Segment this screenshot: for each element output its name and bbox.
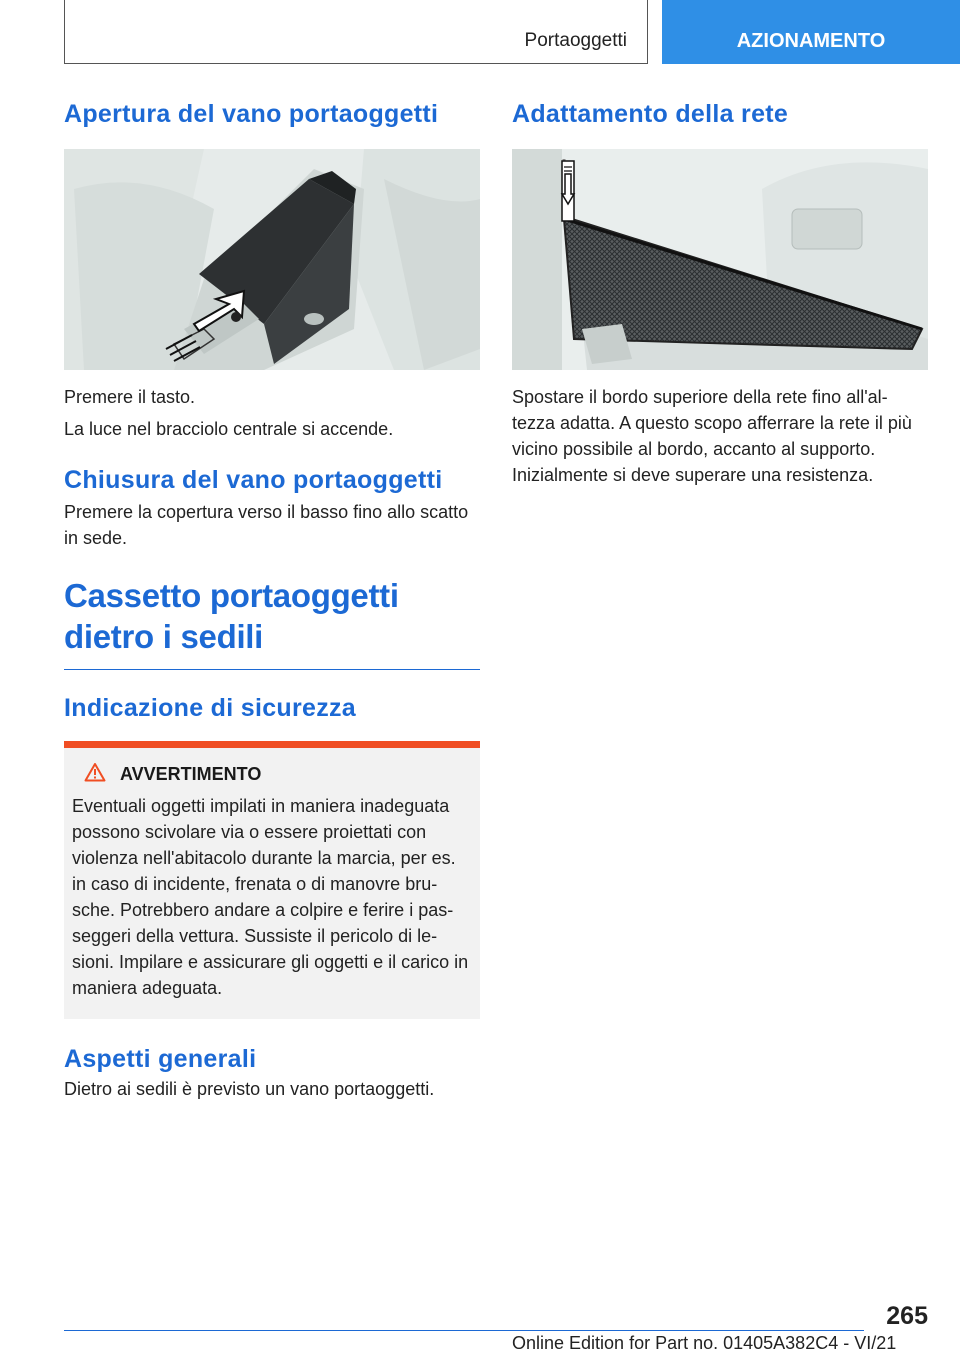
right-column xyxy=(512,100,928,488)
warning-box xyxy=(64,741,480,1019)
section-rule xyxy=(64,669,480,670)
open-step-2: La luce nel bracciolo centrale si accende. xyxy=(64,419,394,439)
left-column xyxy=(64,100,480,1102)
heading-drawer: Cassetto portaoggetti dietro i sedili xyxy=(64,577,399,655)
footer-edition: Online Edition for Part no. 01405A382C4 - VI/21 xyxy=(512,1333,897,1353)
heading-closing: Chiusura del vano portaoggetti xyxy=(64,466,443,494)
general-text: Dietro ai sedili è previsto un vano portaoggetti. xyxy=(64,1079,435,1099)
net-text: Spostare il bordo superiore della rete fino all'al-tezza adatta. A questo scopo afferrare la rete il più vicino possibile al bordo, accanto al supporto. Inizialmente si deve superare una resistenza. xyxy=(512,387,912,485)
header-chapter-tab[interactable]: AZIONAMENTO xyxy=(662,0,960,64)
net-illustration xyxy=(512,149,928,370)
heading-net: Adattamento della rete xyxy=(512,100,789,128)
footer-rule xyxy=(64,1330,864,1331)
warning-triangle-icon xyxy=(84,762,106,787)
heading-general: Aspetti generali xyxy=(64,1045,257,1073)
header-section-title: Portaoggetti xyxy=(524,30,627,51)
page-number: 265 xyxy=(886,1302,928,1330)
heading-opening: Apertura del vano portaoggetti xyxy=(64,100,439,128)
close-text: Premere la copertura verso il basso fino allo scatto in sede. xyxy=(64,502,469,548)
warning-title: AVVERTIMENTO xyxy=(120,764,262,784)
heading-safety: Indicazione di sicurezza xyxy=(64,694,357,722)
open-step-1: Premere il tasto. xyxy=(64,387,196,407)
warning-header xyxy=(84,762,472,787)
warning-text: Eventuali oggetti impilati in maniera inadeguata possono scivolare via o essere proiettati con violenza nell'abitacolo durante la marcia, per es. in caso di incidente, frenata o di manovre bru-sche. Potrebbero andare a colpire e ferire i pas-seggeri della vettura. Sussiste il pericolo di le-sioni. Impilare e assicurare gli oggetti e il carico in maniera adeguata. xyxy=(72,796,469,998)
header-box xyxy=(64,0,648,64)
armrest-illustration xyxy=(64,149,480,370)
